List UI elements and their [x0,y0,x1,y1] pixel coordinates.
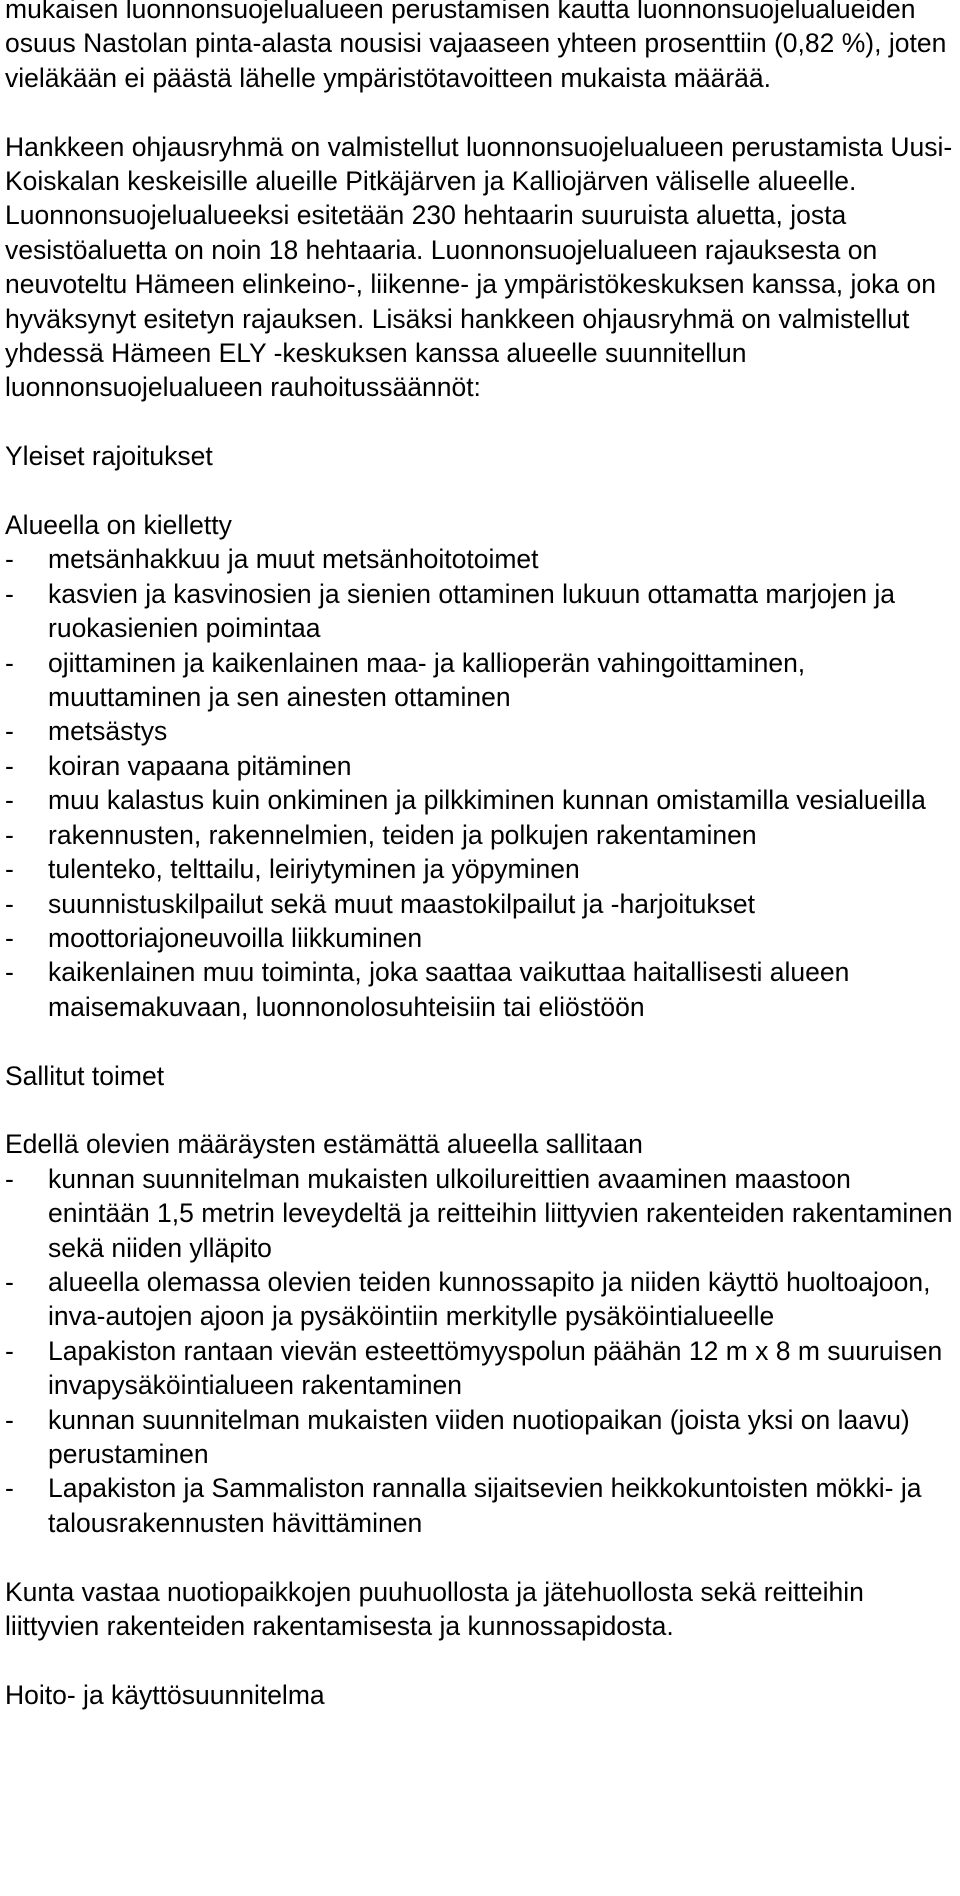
spacer [5,474,955,508]
management-plan-heading: Hoito- ja käyttösuunnitelma [5,1679,325,1710]
list-item-text: suunnistuskilpailut sekä muut maastokilpailut ja -harjoitukset [48,888,756,919]
list-item-text: moottoriajoneuvoilla liikkuminen [48,922,423,953]
list-item [5,887,955,921]
permitted-actions-heading: Sallitut toimet [5,1060,165,1091]
spacer [5,1024,955,1058]
list-item-text: kunnan suunnitelman mukaisten ulkoilureittien avaaminen maastoon enintään 1,5 metrin leveydeltä ja reitteihin liittyvien rakenteiden rakentaminen sekä niiden ylläpito [48,1163,953,1263]
document-page [5,0,955,1712]
list-item-text: muu kalastus kuin onkiminen ja pilkkiminen kunnan omistamilla vesialueilla [48,785,926,816]
dash-bullet: - [5,922,14,953]
dash-bullet: - [5,819,14,850]
dash-bullet: - [5,854,14,885]
list-item-text: kaikenlainen muu toiminta, joka saattaa vaikuttaa haitallisesti alueen maisemakuvaan, luonnonolosuhteisiin tai eliöstöön [48,957,850,1022]
permitted-list [5,1162,955,1540]
list-item-text: kunnan suunnitelman mukaisten viiden nuotiopaikan (joista yksi on laavu) perustaminen [48,1404,910,1469]
list-item-text: rakennusten, rakennelmien, teiden ja polkujen rakentaminen [48,819,757,850]
spacer [5,405,955,439]
list-item [5,783,955,817]
list-item [5,1162,955,1265]
dash-bullet: - [5,957,14,988]
municipality-paragraph: Kunta vastaa nuotiopaikkojen puuhuollosta ja jätehuollosta sekä reitteihin liittyvien rakenteiden rakentamisesta ja kunnossapidosta. [5,1576,864,1641]
list-item [5,749,955,783]
list-item-text: Lapakiston rantaan vievän esteettömyyspolun päähän 12 m x 8 m suuruisen invapysäköintialueen rakentaminen [48,1335,943,1401]
list-item-text: Lapakiston ja Sammaliston rannalla sijaitsevien heikkokuntoisten mökki- ja talousrakennusten hävittäminen [48,1473,922,1538]
dash-bullet: - [5,1266,14,1297]
list-item [5,577,955,646]
list-item [5,714,955,748]
dash-bullet: - [5,578,14,609]
dash-bullet: - [5,544,14,575]
dash-bullet: - [5,888,14,919]
permitted-intro: Edellä olevien määräysten estämättä alueella sallitaan [5,1129,643,1160]
prohibited-intro: Alueella on kielletty [5,510,232,541]
list-item [5,852,955,886]
prohibited-list [5,542,955,1024]
list-item [5,1334,955,1403]
list-item [5,921,955,955]
dash-bullet: - [5,716,14,747]
list-item [5,1403,955,1472]
list-item-text: alueella olemassa olevien teiden kunnossapito ja niiden käyttö huoltoajoon, inva-autojen ajoon ja pysäköintiin merkitylle pysäköintialueelle [48,1266,931,1332]
dash-bullet: - [5,647,14,678]
dash-bullet: - [5,785,14,816]
intro-paragraph: mukaisen luonnonsuojelualueen perustamisen kautta luonnonsuojelualueiden osuus Nastolan pinta-alasta nousisi vajaaseen yhteen prosenttiin (0,82 %), joten vieläkään ei päästä lähelle ympäristötavoitteen mukaista määrää. [5,0,947,93]
dash-bullet: - [5,1163,14,1194]
general-restrictions-heading: Yleiset rajoitukset [5,441,213,472]
dash-bullet: - [5,1335,14,1366]
spacer [5,1540,955,1574]
dash-bullet: - [5,1404,14,1435]
list-item [5,818,955,852]
list-item-text: metsästys [48,716,168,747]
list-item-text: metsänhakkuu ja muut metsänhoitotoimet [48,544,539,575]
list-item [5,542,955,576]
list-item-text: tulenteko, telttailu, leiriytyminen ja yöpyminen [48,854,580,885]
list-item [5,955,955,1024]
list-item [5,646,955,715]
list-item [5,1471,955,1540]
list-item-text: kasvien ja kasvinosien ja sienien ottaminen lukuun ottamatta marjojen ja ruokasienien poimintaa [48,578,896,644]
list-item-text: ojittaminen ja kaikenlainen maa- ja kallioperän vahingoittaminen, muuttaminen ja sen ainesten ottaminen [48,647,806,713]
dash-bullet: - [5,1473,14,1504]
list-item-text: koiran vapaana pitäminen [48,750,352,781]
dash-bullet: - [5,750,14,781]
spacer [5,1093,955,1127]
list-item [5,1265,955,1334]
spacer [5,1643,955,1677]
spacer [5,95,955,129]
steering-group-paragraph: Hankkeen ohjausryhmä on valmistellut luonnonsuojelualueen perustamista Uusi-Koiskalan keskeisille alueille Pitkäjärven ja Kalliojärven väliselle alueelle. Luonnonsuojelualueeksi esitetään 230 hehtaarin suuruista aluetta, josta vesistöaluetta on noin 18 hehtaaria. Luonnonsuojelualueen rajauksesta on neuvoteltu Hämeen elinkeino-, liikenne- ja ympäristökeskuksen kanssa, joka on hyväksynyt esitetyn rajauksen. Lisäksi hankkeen ohjausryhmä on valmistellut yhdessä Hämeen ELY -keskuksen kanssa alueelle suunnitellun luonnonsuojelualueen rauhoitussäännöt: [5,131,953,403]
